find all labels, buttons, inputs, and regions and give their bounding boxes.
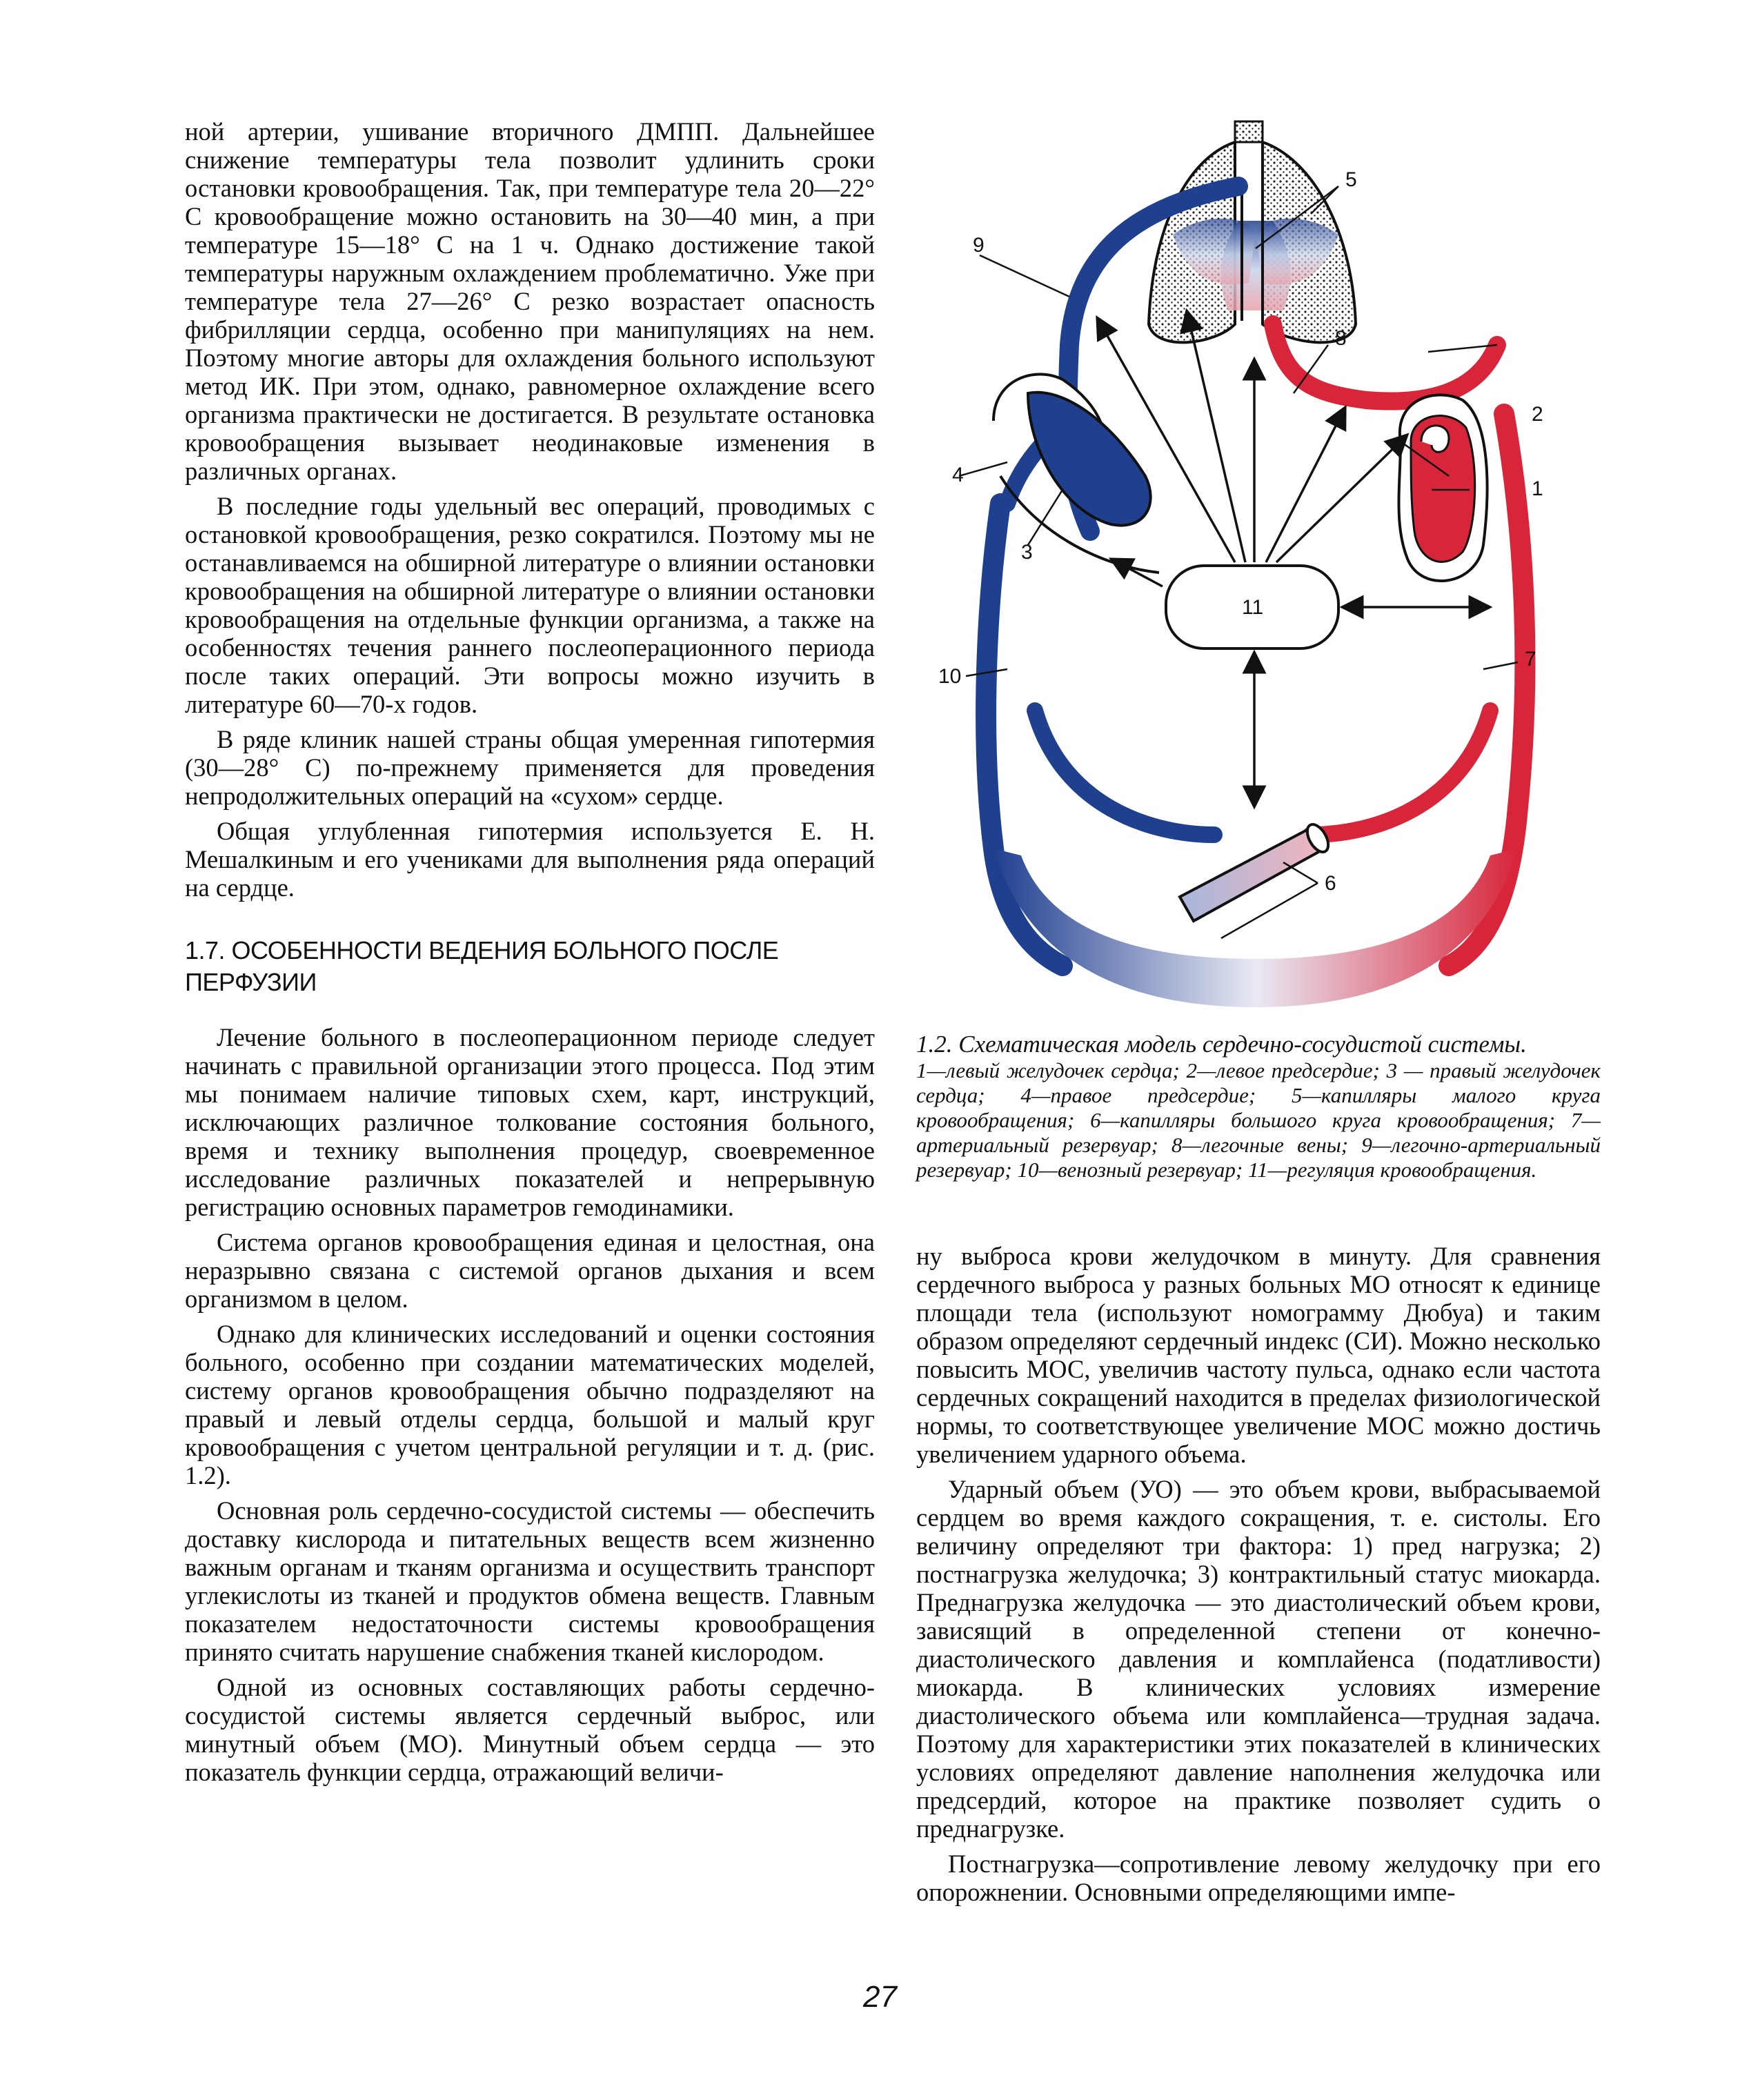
paragraph: Одной из основных составляющих работы сердечно-сосудистой системы является сердечный выброс, или минутный объем (МО). Минутный объем сердца — это показатель функции сердца, отражающий величи-: [185, 1673, 875, 1786]
caption-text: 1—левый желудочек сердца; 2—левое предсердие; 3 — правый желудочек сердца; 4—правое предсердие; 5—капилляры малого круга кровообращения; 6—капилляры большого круга кровообращения; 7—артериальный резервуар; 8—легочные вены; 9—легочно-артериальный резервуар; 10—венозный резервуар; 11—регуляция кровообращения.: [916, 1058, 1601, 1182]
right-column: [916, 1242, 1601, 1913]
paragraph: Общая углубленная гипотермия используется Е. Н. Мешалкиным и его учениками для выполнения ряда операций на сердце.: [185, 817, 875, 902]
paragraph: ну выброса крови желудочком в минуту. Для сравнения сердечного выброса у разных больных МО относят к единице площади тела (используют номограмму Дюбуа) и таким образом определяют сердечный индекс (СИ). Можно несколько повысить МОС, увеличив частоту пульса, однако если частота сердечных сокращений находится в пределах физиологической нормы, то соответствующее увеличение МОС можно достичь увеличением ударного объема.: [916, 1242, 1601, 1468]
label-1: 1: [1532, 477, 1543, 500]
paragraph: Постнагрузка—сопротивление левому желудочку при его опорожнении. Основными определяющими импе-: [916, 1850, 1601, 1906]
page-number: 27: [863, 1980, 897, 2014]
left-column: [185, 117, 875, 1793]
label-3: 3: [1021, 541, 1033, 564]
figure-caption: [916, 1032, 1601, 1182]
paragraph: ной артерии, ушивание вторичного ДМПП. Дальнейшее снижение температуры тела позволит удлинить сроки остановки кровообращения. Так, при температуре тела 20—22° С кровообращение можно остановить на 30—40 мин, а при температуре 15—18° С на 1 ч. Однако достижение такой температуры наружным охлаждением проблематично. Уже при температуре тела 27—26° С резко возрастает опасность фибрилляции сердца, особенно при манипуляциях на нем. Поэтому многие авторы для охлаждения больного используют метод ИК. При этом, однако, равномерное охлаждение всего организма практически не достигается. В результате остановка кровообращения вызывает неодинаковые изменения в различных органах.: [185, 117, 875, 485]
paragraph: В ряде клиник нашей страны общая умеренная гипотермия (30—28° С) по-прежнему применяется для проведения непродолжительных операций на «сухом» сердце.: [185, 725, 875, 810]
paragraph: Лечение больного в послеоперационном периоде следует начинать с правильной организации этого процесса. Под этим мы понимаем наличие типовых схем, карт, инструкций, исключающих различное толкование состояния больного, время и технику выполнения процедур, своевременное исследование различных показателей и непрерывную регистрацию основных параметров гемодинамики.: [185, 1023, 875, 1221]
label-7: 7: [1525, 648, 1536, 671]
section-heading: 1.7. ОСОБЕННОСТИ ВЕДЕНИЯ БОЛЬНОГО ПОСЛЕ ПЕРФУЗИИ: [185, 936, 779, 996]
label-9: 9: [973, 234, 985, 257]
paragraph: Ударный объем (УО) — это объем крови, выбрасываемой сердцем во время каждого сокращения, т. е. систолы. Его величину определяют три фактора: 1) пред нагрузка; 2) постнагрузка желудочка; 3) контрактильный статус миокарда. Преднагрузка желудочка — это диастолический объем крови, зависящий в определенной степени от конечно-диастолического давления и комплайенса (податливости) миокарда. В клинических условиях измерение диастолического объема или комплайенса—трудная задача. Поэтому для характеристики этих показателей в клинических условиях определяют давление наполнения желудочка или предсердий, которое на практике позволяет судить о преднагрузке.: [916, 1475, 1601, 1843]
right-ventricle: [1028, 393, 1151, 526]
caption-title: 1.2. Схематическая модель сердечно-сосудистой системы.: [916, 1031, 1527, 1058]
label-5: 5: [1345, 168, 1357, 191]
paragraph: В последние годы удельный вес операций, проводимых с остановкой кровообращения, резко сократился. Поэтому мы не останавливаемся на обширной литературе о влиянии остановки кровообращения на обширной литературе о влиянии остановки кровообращения на отдельные функции организма, а также на особенностях течения раннего послеоперационного периода после таких операций. Эти вопросы можно изучить в литературе 60—70-х годов.: [185, 492, 875, 718]
label-8: 8: [1335, 327, 1347, 350]
label-10: 10: [938, 665, 962, 688]
paragraph: Основная роль сердечно-сосудистой системы — обеспечить доставку кислорода и питательных веществ всем жизненно важным органам и тканям организма и осуществить транспорт углекислоты из тканей и продуктов обмена веществ. Главным показателем недостаточности системы кровообращения принято считать нарушение снабжения тканей кислородом.: [185, 1496, 875, 1666]
label-2: 2: [1532, 403, 1543, 426]
label-6: 6: [1325, 872, 1336, 895]
diagram-svg: [925, 117, 1587, 1028]
paragraph: Система органов кровообращения единая и целостная, она неразрывно связана с системой органов дыхания и всем организмом в целом.: [185, 1228, 875, 1313]
cardiovascular-diagram: [925, 117, 1587, 1028]
paragraph: Однако для клинических исследований и оценки состояния больного, особенно при создании математических моделей, систему органов кровообращения обычно подразделяют на правый и левый отделы сердца, большой и малый круг кровообращения с учетом центральной регуляции и т. д. (рис. 1.2).: [185, 1320, 875, 1489]
label-4: 4: [952, 464, 964, 486]
label-11: 11: [1242, 596, 1264, 619]
lungs: [1149, 121, 1356, 342]
